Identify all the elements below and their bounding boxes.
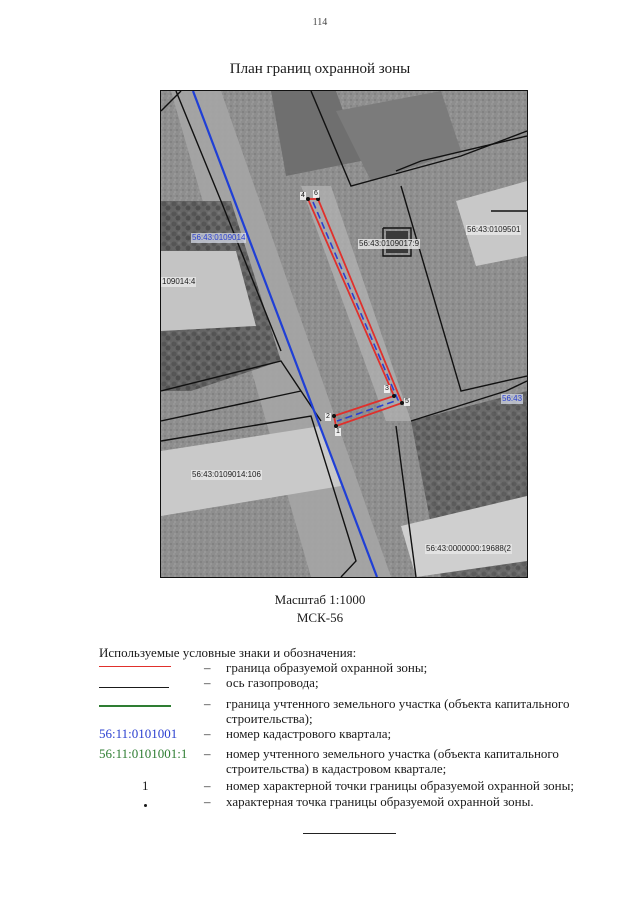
legend-text: номер учтенного земельного участка (объекта капитального строительства) в кадастровом квартале; bbox=[226, 746, 559, 776]
point-dot-symbol bbox=[144, 804, 147, 807]
point-number-symbol: 1 bbox=[142, 778, 149, 793]
legend-heading: Используемые условные знаки и обозначения: bbox=[99, 645, 357, 660]
legend-dash: – bbox=[204, 696, 211, 711]
legend-dash: – bbox=[204, 675, 211, 690]
cadastral-quarter-label-right: 56:43 bbox=[502, 394, 523, 403]
parcel-label-bottom-left: 56:43:0109014:106 bbox=[192, 470, 261, 479]
legend-dash: – bbox=[204, 726, 211, 741]
parcel-label-top-right: 56:43:0109501 bbox=[467, 225, 521, 234]
parcel-number-symbol: 56:11:0101001:1 bbox=[99, 746, 188, 761]
parcel-label-left: 109014:4 bbox=[162, 277, 196, 286]
map-frame bbox=[160, 90, 528, 578]
parcel-label-bottom-right: 56:43:0000000:19688(2 bbox=[426, 544, 511, 553]
legend-text: граница учтенного земельного участка (объекта капитального строительства); bbox=[226, 696, 570, 726]
legend-dash: – bbox=[204, 660, 211, 675]
quarter-number-symbol: 56:11:0101001 bbox=[99, 726, 178, 741]
point-label-2: 2 bbox=[326, 413, 330, 420]
point-label-1: 1 bbox=[336, 428, 340, 435]
legend-text: граница образуемой охранной зоны; bbox=[226, 660, 428, 675]
bottom-rule bbox=[303, 833, 396, 834]
legend-dash: – bbox=[204, 794, 211, 809]
legend-dash: – bbox=[204, 746, 211, 761]
aerial-map bbox=[161, 91, 527, 577]
page-number: 114 bbox=[312, 17, 328, 28]
point-label-5: 5 bbox=[405, 398, 409, 405]
legend-text: характерная точка границы образуемой охранной зоны. bbox=[226, 794, 534, 809]
page-title: План границ охранной зоны bbox=[229, 61, 411, 77]
legend-text: номер кадастрового квартала; bbox=[226, 726, 392, 741]
map-scale: Масштаб 1:1000 bbox=[274, 592, 366, 607]
legend-text: ось газопровода; bbox=[226, 675, 319, 690]
point-label-4: 4 bbox=[301, 192, 305, 199]
legend-text: номер характерной точки границы образуемой охранной зоны; bbox=[226, 778, 574, 793]
cadastral-quarter-label-left: 56:43:0109014 bbox=[192, 233, 246, 242]
coordinate-system: МСК-56 bbox=[296, 610, 344, 625]
green-line-symbol bbox=[99, 696, 199, 711]
parcel-label-top: 56:43:0109017:9 bbox=[359, 239, 420, 248]
axis-line-symbol bbox=[99, 675, 199, 690]
point-label-6: 6 bbox=[314, 190, 318, 197]
red-line-symbol bbox=[99, 660, 199, 675]
point-label-3: 3 bbox=[385, 385, 389, 392]
legend-dash: – bbox=[204, 778, 211, 793]
